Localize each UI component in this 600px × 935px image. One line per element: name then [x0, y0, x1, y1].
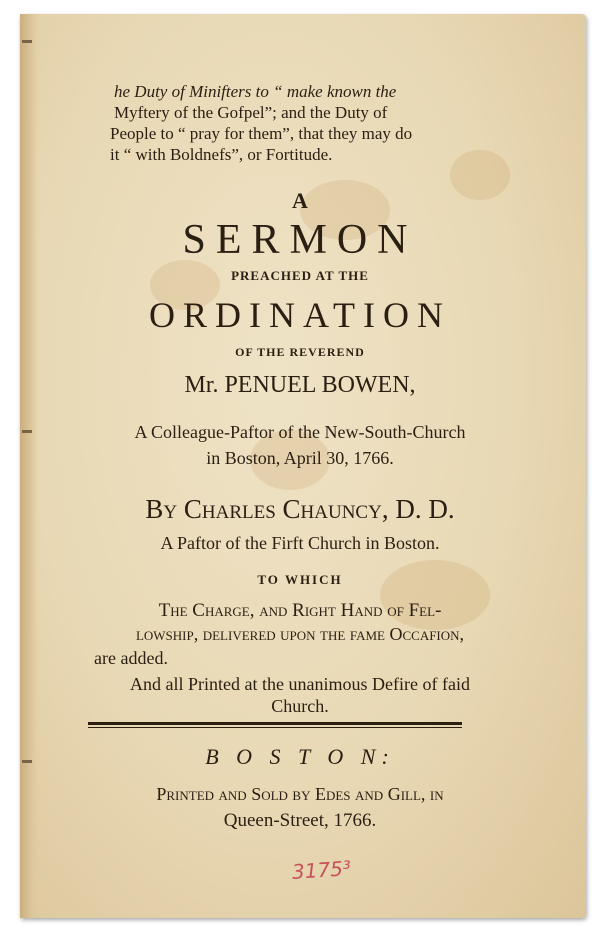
honoree-name: Mr. PENUEL BOWEN, [184, 372, 416, 398]
honoree-role-line-2: in Boston, April 30, 1766. [206, 448, 394, 468]
addition-line-2: lowship, delivered upon the fame Occafion, [135, 624, 465, 644]
printed-note-line-2: Church. [271, 696, 329, 716]
printed-note-line-1: And all Printed at the unanimous Defire of faid [130, 674, 470, 694]
to-which-line: TO WHICH [257, 572, 343, 587]
ordination-heading: ORDINATION [149, 295, 451, 335]
author-line: By Charles Chauncy, D. D. [145, 494, 455, 524]
epigraph-line-1: he Duty of Minifters to “ make known the [114, 82, 397, 101]
epigraph-line-2: Myftery of the Gofpel”; and the Duty of [114, 103, 388, 122]
epigraph-line-4: it “ with Boldnefs”, or Fortitude. [110, 145, 333, 164]
double-rule [88, 727, 462, 728]
imprint-printer-line-1: Printed and Sold by Edes and Gill, in [156, 784, 444, 804]
author-role: A Paftor of the Firft Church in Boston. [160, 533, 440, 553]
imprint-printer-line-2: Queen-Street, 1766. [223, 810, 377, 831]
double-rule [88, 722, 462, 725]
stitch-mark [22, 760, 32, 763]
main-title: SERMON [182, 217, 418, 263]
preached-at-line: PREACHED AT THE [231, 268, 369, 283]
addition-line-1: The Charge, and Right Hand of Fel- [158, 600, 442, 621]
article-a: A [292, 188, 308, 213]
stitch-mark [22, 40, 32, 43]
honoree-role-line-1: A Colleague-Paftor of the New-South-Church [134, 422, 466, 442]
addition-line-3: are added. [94, 648, 168, 668]
imprint-city: B O S T O N: [205, 744, 395, 769]
stitch-mark [22, 430, 32, 433]
epigraph-line-3: People to “ pray for them”, that they may do [110, 124, 413, 143]
of-the-reverend-line: OF THE REVEREND [235, 345, 365, 359]
stitched-spine [20, 14, 38, 918]
inventory-number: 3175³ [291, 855, 352, 885]
